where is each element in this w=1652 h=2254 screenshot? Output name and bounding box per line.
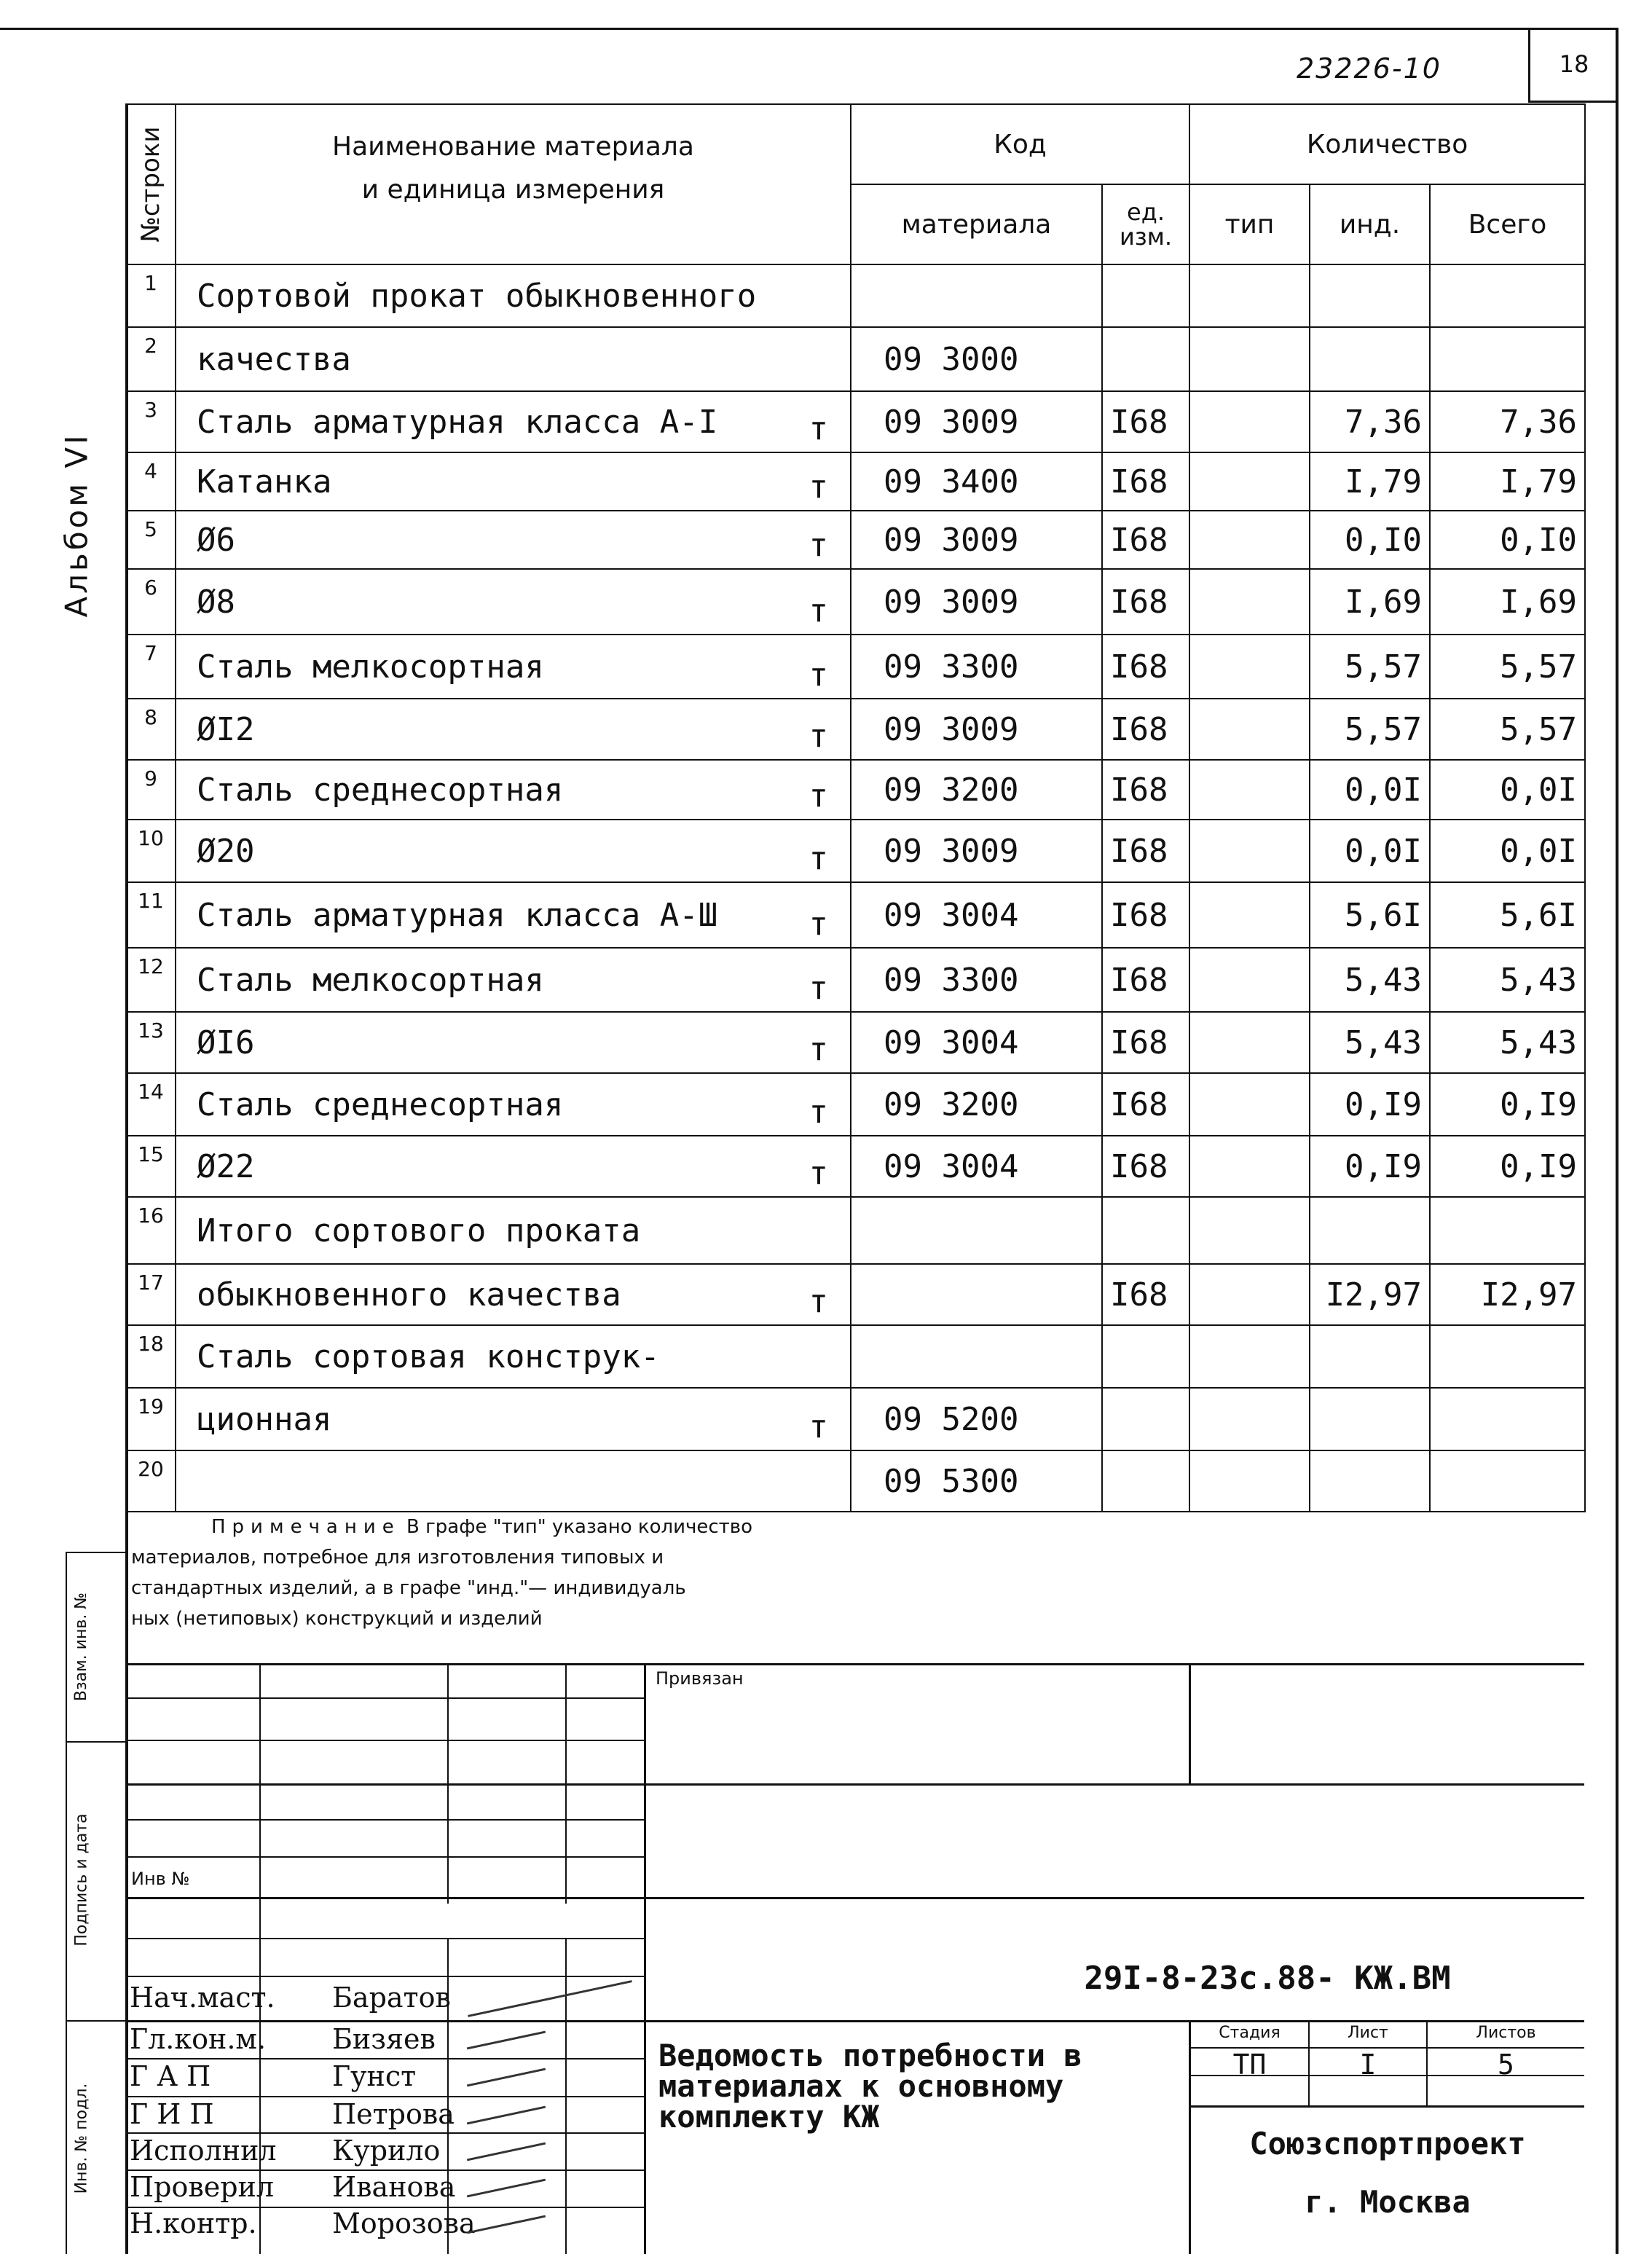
table-row <box>126 511 1585 569</box>
qty-type <box>1189 511 1310 569</box>
privyazan-label: Привязан <box>656 1668 744 1689</box>
material-unit: т <box>809 777 828 814</box>
header-name: Наименование материала и единица измерения <box>176 104 851 264</box>
row-number: 4 <box>126 452 176 511</box>
material-code: 09 3009 <box>851 699 1102 760</box>
material-code: 09 3000 <box>851 327 1102 391</box>
qty-type <box>1189 882 1310 948</box>
material-code <box>851 1325 1102 1388</box>
table-row <box>126 1012 1585 1073</box>
material-name <box>176 569 851 635</box>
material-unit: т <box>809 1031 828 1068</box>
unit-code: I68 <box>1102 882 1189 948</box>
signature-role: Н.контр. <box>130 2207 257 2239</box>
material-name-text: Сталь среднесортная <box>197 1085 564 1123</box>
unit-code: I68 <box>1102 1012 1189 1073</box>
row-number: 6 <box>126 569 176 635</box>
row-number: 17 <box>126 1264 176 1325</box>
sheet-value: I <box>1359 2049 1377 2081</box>
handwritten-signature <box>467 2031 546 2050</box>
qty-ind: 0,I9 <box>1310 1136 1430 1197</box>
material-name <box>176 635 851 699</box>
table-row <box>126 264 1585 327</box>
material-name-text: Сортовой прокат обыкновенного <box>197 277 757 315</box>
qty-type <box>1189 391 1310 452</box>
material-name <box>176 1388 851 1450</box>
qty-total: 5,43 <box>1430 1012 1585 1073</box>
material-name-text: Сталь сортовая конструк- <box>197 1338 660 1375</box>
material-code: 09 3004 <box>851 1136 1102 1197</box>
inv-no-label: Инв № <box>131 1869 190 1889</box>
qty-ind: 0,I9 <box>1310 1073 1430 1136</box>
unit-code: I68 <box>1102 1264 1189 1325</box>
row-number: 20 <box>126 1450 176 1512</box>
table-row <box>126 882 1585 948</box>
note <box>131 1512 1581 1634</box>
qty-ind: 7,36 <box>1310 391 1430 452</box>
unit-code <box>1102 1450 1189 1512</box>
table-row <box>126 948 1585 1012</box>
table-row <box>126 635 1585 699</box>
material-code: 09 3200 <box>851 1073 1102 1136</box>
qty-ind: 5,43 <box>1310 1012 1430 1073</box>
material-name-text: качества <box>197 340 351 378</box>
material-code: 09 3300 <box>851 948 1102 1012</box>
unit-code <box>1102 1325 1189 1388</box>
table-row <box>126 569 1585 635</box>
qty-total: I,79 <box>1430 452 1585 511</box>
table-row <box>126 1073 1585 1136</box>
qty-total <box>1430 1325 1585 1388</box>
qty-type <box>1189 1012 1310 1073</box>
qty-type <box>1189 948 1310 1012</box>
signature-role: Г И П <box>130 2098 214 2130</box>
material-unit: т <box>809 1093 828 1131</box>
material-code: 09 3400 <box>851 452 1102 511</box>
material-name-text: ционная <box>197 1400 332 1438</box>
material-name-text: Катанка <box>197 463 332 500</box>
material-name-text: Ø6 <box>197 521 235 559</box>
signature-name: Петрова <box>332 2098 455 2130</box>
material-unit: т <box>809 1283 828 1320</box>
signature-role: Г А П <box>130 2060 211 2092</box>
header-quantity: Количество <box>1189 104 1585 184</box>
material-unit: т <box>809 1155 828 1192</box>
unit-code: I68 <box>1102 820 1189 882</box>
table-row <box>126 760 1585 820</box>
row-number: 3 <box>126 391 176 452</box>
header-code: Код <box>851 104 1189 184</box>
table-row <box>126 820 1585 882</box>
signature-role: Исполнил <box>130 2135 277 2167</box>
row-number: 7 <box>126 635 176 699</box>
signature-name: Бизяев <box>332 2023 436 2055</box>
table-row <box>126 1264 1585 1325</box>
material-name <box>176 1325 851 1388</box>
row-number: 14 <box>126 1073 176 1136</box>
qty-total: I,69 <box>1430 569 1585 635</box>
unit-code <box>1102 327 1189 391</box>
material-name <box>176 1012 851 1073</box>
material-name <box>176 511 851 569</box>
material-name-text: Сталь арматурная класса А-Ш <box>197 896 718 934</box>
material-code: 09 3009 <box>851 820 1102 882</box>
row-number: 8 <box>126 699 176 760</box>
material-unit: т <box>809 970 828 1007</box>
qty-total <box>1430 264 1585 327</box>
material-name-text: Сталь арматурная класса А-I <box>197 403 718 441</box>
row-number: 15 <box>126 1136 176 1197</box>
stage-value: ТП <box>1232 2049 1267 2081</box>
qty-type <box>1189 452 1310 511</box>
designation: 29I-8-23с.88- КЖ.ВМ <box>1084 1960 1451 1997</box>
table-row <box>126 1388 1585 1450</box>
material-name <box>176 760 851 820</box>
side-podpis: Подпись и дата <box>72 1813 91 1947</box>
unit-code: I68 <box>1102 760 1189 820</box>
signature-role: Нач.маст. <box>130 1982 275 2014</box>
sheets-label: Листов <box>1476 2024 1536 2042</box>
qty-total <box>1430 1388 1585 1450</box>
handwritten-signature <box>467 2215 546 2234</box>
row-number: 12 <box>126 948 176 1012</box>
frame-right-line <box>1616 28 1618 2254</box>
qty-type <box>1189 635 1310 699</box>
signature-name: Гунст <box>332 2060 417 2092</box>
signature-name: Курило <box>332 2135 441 2167</box>
table-row <box>126 1136 1585 1197</box>
material-code: 09 3009 <box>851 391 1102 452</box>
unit-code: I68 <box>1102 1073 1189 1136</box>
handwritten-signature <box>468 1980 632 2017</box>
row-number: 16 <box>126 1197 176 1264</box>
material-unit: т <box>809 468 828 506</box>
material-code: 09 3200 <box>851 760 1102 820</box>
table-row <box>126 699 1585 760</box>
material-name-text: Ø22 <box>197 1147 255 1185</box>
handwritten-signature <box>467 2179 546 2198</box>
qty-type <box>1189 1073 1310 1136</box>
material-name-text: Ø8 <box>197 583 235 621</box>
table-row <box>126 391 1585 452</box>
material-name-text: Сталь мелкосортная <box>197 961 544 999</box>
table-row <box>126 1325 1585 1388</box>
qty-total <box>1430 327 1585 391</box>
note-line-4: ных (нетиповых) конструкций и изделий <box>131 1608 543 1630</box>
qty-ind: I2,97 <box>1310 1264 1430 1325</box>
handwritten-signature <box>467 2143 546 2161</box>
qty-type <box>1189 820 1310 882</box>
qty-ind: I,79 <box>1310 452 1430 511</box>
city: г. Москва <box>1305 2184 1471 2220</box>
material-code: 09 3009 <box>851 511 1102 569</box>
qty-type <box>1189 1325 1310 1388</box>
qty-ind: 5,57 <box>1310 699 1430 760</box>
qty-ind: 0,0I <box>1310 760 1430 820</box>
side-inv-podl: Инв. № подл. <box>72 2083 91 2194</box>
material-code: 09 3009 <box>851 569 1102 635</box>
signature-role: Проверил <box>130 2171 275 2203</box>
table-row <box>126 1197 1585 1264</box>
qty-ind: I,69 <box>1310 569 1430 635</box>
unit-code <box>1102 264 1189 327</box>
material-name-text: ØI6 <box>197 1024 255 1061</box>
handwritten-signature <box>467 2106 546 2125</box>
row-number: 5 <box>126 511 176 569</box>
qty-total: 0,0I <box>1430 760 1585 820</box>
qty-ind <box>1310 1325 1430 1388</box>
qty-total: I2,97 <box>1430 1264 1585 1325</box>
material-name <box>176 327 851 391</box>
material-name <box>176 452 851 511</box>
unit-code: I68 <box>1102 948 1189 1012</box>
material-unit: т <box>809 410 828 447</box>
material-code: 09 3004 <box>851 882 1102 948</box>
row-number: 11 <box>126 882 176 948</box>
handwritten-signature <box>467 2068 546 2087</box>
material-code: 09 3300 <box>851 635 1102 699</box>
unit-code <box>1102 1197 1189 1264</box>
material-code: 09 5300 <box>851 1450 1102 1512</box>
row-number: 2 <box>126 327 176 391</box>
organization: Союзспортпроект <box>1249 2126 1526 2161</box>
frame-top-line <box>0 28 1618 30</box>
title-line-2: материалах к основному <box>658 2068 1064 2104</box>
material-name <box>176 1450 851 1512</box>
material-code: 09 3004 <box>851 1012 1102 1073</box>
qty-total: 0,I9 <box>1430 1136 1585 1197</box>
qty-total: 5,6I <box>1430 882 1585 948</box>
material-name <box>176 264 851 327</box>
material-code: 09 5200 <box>851 1388 1102 1450</box>
qty-type <box>1189 569 1310 635</box>
material-unit: т <box>809 840 828 877</box>
unit-code: I68 <box>1102 569 1189 635</box>
unit-code: I68 <box>1102 699 1189 760</box>
material-name-text: Ø20 <box>197 832 255 870</box>
qty-total: 5,43 <box>1430 948 1585 1012</box>
material-name <box>176 1073 851 1136</box>
signature-role: Гл.кон.м. <box>130 2023 267 2055</box>
qty-total <box>1430 1197 1585 1264</box>
signature-name: Морозова <box>332 2207 476 2239</box>
side-vzam: Взам. инв. № <box>72 1592 91 1701</box>
note-lead: Примечание <box>211 1516 401 1538</box>
qty-ind <box>1310 327 1430 391</box>
title-line-1: Ведомость потребности в <box>658 2038 1082 2073</box>
row-number: 19 <box>126 1388 176 1450</box>
qty-type <box>1189 699 1310 760</box>
sheet-label: Лист <box>1348 2024 1388 2042</box>
signature-name: Баратов <box>332 1982 451 2014</box>
note-text-1: В графе "тип" указано количество <box>400 1516 753 1538</box>
qty-ind <box>1310 1388 1430 1450</box>
material-code <box>851 1197 1102 1264</box>
header-code-material: материала <box>851 184 1102 264</box>
row-number: 9 <box>126 760 176 820</box>
qty-type <box>1189 760 1310 820</box>
qty-type <box>1189 1388 1310 1450</box>
unit-code: I68 <box>1102 391 1189 452</box>
qty-type <box>1189 327 1310 391</box>
qty-type <box>1189 1450 1310 1512</box>
material-name-text: ØI2 <box>197 710 255 748</box>
qty-type <box>1189 264 1310 327</box>
material-code <box>851 1264 1102 1325</box>
qty-ind <box>1310 1450 1430 1512</box>
material-unit: т <box>809 906 828 943</box>
unit-code: I68 <box>1102 511 1189 569</box>
material-unit: т <box>809 527 828 564</box>
header-qty-ind: инд. <box>1310 184 1430 264</box>
qty-ind: 5,6I <box>1310 882 1430 948</box>
table-row <box>126 327 1585 391</box>
qty-ind: 0,I0 <box>1310 511 1430 569</box>
row-number: 1 <box>126 264 176 327</box>
unit-code <box>1102 1388 1189 1450</box>
qty-ind: 0,0I <box>1310 820 1430 882</box>
qty-total: 0,I9 <box>1430 1073 1585 1136</box>
qty-total: 5,57 <box>1430 635 1585 699</box>
material-name <box>176 699 851 760</box>
material-name <box>176 391 851 452</box>
qty-total: 7,36 <box>1430 391 1585 452</box>
materials-table <box>125 103 1586 1512</box>
note-line-2: материалов, потребное для изготовления типовых и <box>131 1547 664 1568</box>
material-name-text: обыкновенного качества <box>197 1276 621 1313</box>
material-name <box>176 820 851 882</box>
unit-code: I68 <box>1102 1136 1189 1197</box>
qty-ind: 5,57 <box>1310 635 1430 699</box>
qty-ind: 5,43 <box>1310 948 1430 1012</box>
material-name-text: Итого сортового проката <box>197 1212 641 1249</box>
material-unit: т <box>809 592 828 629</box>
sheets-value: 5 <box>1498 2049 1514 2081</box>
material-name <box>176 1264 851 1325</box>
qty-total: 0,I0 <box>1430 511 1585 569</box>
signature-name: Иванова <box>332 2171 456 2203</box>
material-unit: т <box>809 656 828 694</box>
row-number: 10 <box>126 820 176 882</box>
material-name <box>176 1136 851 1197</box>
material-unit: т <box>809 718 828 755</box>
material-code <box>851 264 1102 327</box>
sheet-number: 18 <box>1528 28 1618 103</box>
qty-total: 5,57 <box>1430 699 1585 760</box>
qty-type <box>1189 1264 1310 1325</box>
header-rowno: №строки <box>126 104 176 264</box>
unit-code: I68 <box>1102 452 1189 511</box>
note-line-3: стандартных изделий, а в графе "инд."— индивидуаль <box>131 1577 686 1599</box>
stage-label: Стадия <box>1219 2024 1281 2042</box>
material-name <box>176 948 851 1012</box>
table-row <box>126 1450 1585 1512</box>
header-qty-total: Всего <box>1430 184 1585 264</box>
qty-total <box>1430 1450 1585 1512</box>
qty-ind <box>1310 1197 1430 1264</box>
table-row <box>126 452 1585 511</box>
material-unit: т <box>809 1408 828 1445</box>
header-code-unit: ед. изм. <box>1102 184 1189 264</box>
row-number: 18 <box>126 1325 176 1388</box>
row-number: 13 <box>126 1012 176 1073</box>
material-name-text: Сталь мелкосортная <box>197 648 544 686</box>
material-name-text: Сталь среднесортная <box>197 771 564 809</box>
unit-code: I68 <box>1102 635 1189 699</box>
material-name <box>176 1197 851 1264</box>
qty-total: 0,0I <box>1430 820 1585 882</box>
album-label: Альбом VI <box>58 431 95 618</box>
document-number: 23226-10 <box>1297 52 1441 85</box>
qty-type <box>1189 1136 1310 1197</box>
material-name <box>176 882 851 948</box>
title-line-3: комплекту КЖ <box>658 2099 880 2135</box>
qty-ind <box>1310 264 1430 327</box>
header-qty-type: тип <box>1189 184 1310 264</box>
qty-type <box>1189 1197 1310 1264</box>
